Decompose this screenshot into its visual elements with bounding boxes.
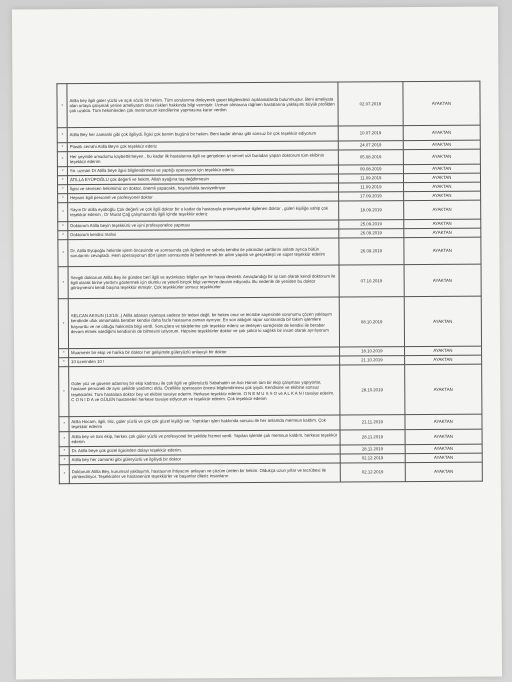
comment-date: 08.10.2019 bbox=[339, 297, 404, 347]
visit-type: AYAKTAN bbox=[405, 444, 482, 453]
visit-type: AYAKTAN bbox=[403, 125, 480, 140]
visit-type: AYAKTAN bbox=[404, 237, 481, 264]
table-row bbox=[59, 462, 482, 484]
comment-date: 11.09.2019 bbox=[338, 183, 403, 192]
comment-date: 21.10.2019 bbox=[340, 356, 405, 365]
row-marker: * bbox=[58, 203, 69, 222]
table-row bbox=[58, 296, 481, 349]
comment-text: Atilla Hocam, ilgili, titiz, güler yüzlü ve çok çok güzel kişiliği var. Yaptıkları işleri hakkında sonucu ile her anlamda memnun kaldım. Çok teşekkür ederim bbox=[69, 415, 340, 432]
visit-type: AYAKTAN bbox=[404, 264, 482, 296]
row-marker: * bbox=[57, 84, 68, 128]
row-marker: * bbox=[58, 299, 69, 349]
row-marker: * bbox=[57, 176, 67, 185]
comment-text: Sayın Dr atilla eyüboğlu Çok değerli ve çok ilgili doktor bir o kadar da hastasıyla prosesyonelce ilgilenen doktor , güleri kişiliğe sahip çok teşekkür ederim , Dr Murat Çağ çalışmasında ilgili içinde teşekkür ederiz bbox=[68, 201, 339, 222]
table-row bbox=[58, 264, 481, 299]
comment-date: 02.12.2019 bbox=[340, 463, 405, 482]
visit-type: AYAKTAN bbox=[403, 173, 480, 182]
comment-text: ATILLA EYÜPOĞLU çok değerli ve hekim, Allah ayağına taş değdirmesin bbox=[68, 174, 339, 185]
row-marker: * bbox=[59, 465, 70, 484]
feedback-table bbox=[56, 81, 482, 485]
row-marker: * bbox=[59, 349, 69, 358]
row-marker: * bbox=[57, 167, 67, 176]
comment-date: 09.08.2019 bbox=[338, 165, 403, 174]
visit-type: AYAKTAN bbox=[405, 414, 482, 429]
table-row bbox=[58, 237, 481, 267]
row-marker: * bbox=[58, 240, 69, 267]
comment-date: 05.08.2019 bbox=[338, 150, 403, 165]
visit-type: AYAKTAN bbox=[403, 81, 481, 125]
comment-date: 28.10.2019 bbox=[340, 365, 405, 415]
comment-date: 25.09.2019 bbox=[339, 220, 404, 229]
comment-text: Doktorum Atilla beyin teşekkürü ve işini profesyonelce yapması bbox=[68, 220, 339, 231]
visit-type: AYAKTAN bbox=[405, 462, 482, 481]
row-marker: * bbox=[59, 417, 70, 432]
scanned-document-page bbox=[12, 7, 502, 680]
comment-text: Sn. uzman Dr Atilla beye ilgisi bilgilendirmesi ve yaptığı operasyon için teşekkür ederiz. bbox=[68, 165, 339, 176]
row-marker: * bbox=[57, 152, 68, 167]
visit-type: AYAKTAN bbox=[404, 346, 481, 355]
row-marker: * bbox=[59, 456, 69, 465]
comment-date: 18.10.2019 bbox=[339, 347, 404, 356]
visit-type: AYAKTAN bbox=[403, 191, 480, 200]
comment-date: 07.10.2019 bbox=[339, 265, 404, 297]
comment-text: Dr. Atilla beye çok güzel ilgisinden dolayı teşekkür ederim. bbox=[70, 445, 341, 456]
visit-type: AYAKTAN bbox=[403, 149, 480, 164]
comment-date: 18.09.2019 bbox=[339, 201, 404, 220]
visit-type: AYAKTAN bbox=[405, 429, 482, 444]
comment-text: Muammer bir ekip ve harika bir doktor her gelişimde güleryüzlü anlayışlı bir doktor bbox=[69, 347, 340, 358]
visit-type: AYAKTAN bbox=[403, 219, 480, 228]
row-marker: * bbox=[59, 447, 69, 456]
row-marker: * bbox=[58, 267, 69, 299]
comment-text: Sevgili doktorum Atilla Bey ile günden beri ilgili ve aydınlatıcı bilgiler ayrı bir hasta destekli. Amaçlandığı bir işi tam olarak kendi doktorum ile ilgili olarak birine yardımı göstermek için olumlu ve yeterli birçok bilgi vermeye devam ediyordu. Bu nedenle de yeniden bu doktor görüşmesini kendi başına teşekkür etmiştir. Çok teşekkürler sonsuz teşekkürler bbox=[68, 265, 339, 299]
row-marker: * bbox=[59, 358, 69, 367]
row-marker: * bbox=[59, 367, 70, 417]
table-row bbox=[57, 81, 480, 128]
comment-date: 24.07.2019 bbox=[338, 141, 403, 150]
comment-date: 26.09.2019 bbox=[339, 229, 404, 238]
comment-date: 17.09.2019 bbox=[339, 192, 404, 201]
comment-text: Her şeyinde umudumu kaybettirmeyen , bu kadar ilk hastalarına ilgili ve gerçekten iyi servet sizi buradan yapan doktorum tüm ekibinin teşekkür ederim bbox=[68, 150, 339, 167]
comment-date: 02.12.2019 bbox=[340, 454, 405, 463]
table-row bbox=[58, 200, 481, 222]
row-marker: * bbox=[57, 143, 67, 152]
row-marker: * bbox=[58, 222, 68, 231]
comment-text: İlgisi ve sevecen hekimimiz on doktor, önemli yapacaktı, hoşnutlukla tavsiyediriyor bbox=[68, 183, 339, 194]
row-marker: * bbox=[59, 432, 70, 447]
comment-date: 10.07.2019 bbox=[338, 126, 403, 141]
table-row bbox=[59, 364, 482, 417]
visit-type: AYAKTAN bbox=[403, 182, 480, 191]
comment-text: Atilla bey ilgili güler yüzlü ve açık sözlü bir hekim. Tüm sorularıma dinleyerek gayet bilgilendirici açıklamalarda bulunmuştur. Beni ameliyata alan ortaya çalışmak yerine ameliyatım olası riskleri hakkında bilgi vermiştir. Uzman olmasına rağmen hastalarına yaklaşımı büyük profilden çok uzakta. Tüm hekimlerden çok memnunum kendilerine yapmasına karar verdim bbox=[67, 82, 338, 128]
comment-date: 28.11.2019 bbox=[340, 430, 405, 445]
row-marker: * bbox=[58, 185, 68, 194]
comment-text: 10 üzerinden 10 ! bbox=[69, 356, 340, 367]
visit-type: AYAKTAN bbox=[403, 164, 480, 173]
comment-text: SELCAN AKSUN (13/10/..) Atilla adanan oyanaya sadece bir tedavi değil, bir hekim onur ve tecrübe sayesinde sorunumu çözen yaklaşım kendinde ufuk olmamakla beraber kendisi daha fazla hastasına zaman ayırıyor. En son aldığım rapor sonrasında bir takım işlemlere başvurdu ve ne olduğu hakkında bilgi verdi. Sonuçlara ve takiplerine çok teşekkür ederiz ve ilerleyen süreçlerde de kendisi ile beraber devam etmek istediğimi kendisinin de bilmesini istiyorum. Hepsine teşekkürler doktor ve çok şükür ki sağlıklı bir insan olarak ayrılıyorum bbox=[69, 297, 340, 349]
comment-text: Atilla Bey her zamanki gibi çok ilgiliydi. İlgisi çok benim bugünü bir hekim. Beni kadar almaz gibi sonsuz bir çok teşekkür ediyorum bbox=[68, 126, 339, 143]
visit-type: AYAKTAN bbox=[404, 296, 482, 346]
visit-type: AYAKTAN bbox=[405, 453, 482, 462]
comment-text: Hepsini ilgili personel ve profesyonel doktor bbox=[68, 192, 339, 203]
row-marker: * bbox=[57, 128, 68, 143]
comment-date: 02.07.2019 bbox=[338, 82, 403, 126]
comment-date: 21.11.2019 bbox=[340, 415, 405, 430]
visit-type: AYAKTAN bbox=[403, 140, 480, 149]
visit-type: AYAKTAN bbox=[404, 355, 481, 364]
comment-text: Doktorum kendisi mahsi bbox=[68, 229, 339, 240]
comment-date: 11.09.2019 bbox=[338, 174, 403, 183]
row-marker: * bbox=[58, 231, 68, 240]
comment-text: Plastik cerrahi Atilla Bey'e çok teşekkür ederiz bbox=[68, 141, 339, 152]
comment-text: Atilla bey her zamanki gibi güleryüzlü ve ilgiliydi bir doktor bbox=[70, 454, 341, 465]
row-marker: * bbox=[58, 194, 68, 203]
comment-text: Doktorum Atilla Bey, kurumsal yaklaşımlı, hastasının ihtiyacını anlayan ve çözüm üreten bir hekim. Oldukça uzun yıllar ve tecrübesi ile yönlendiriyor. Teşekkürler ve hastanenize teşekkürler ve başarılar dileriz insanların bbox=[70, 463, 341, 484]
comment-text: Atilla bey ve tüm ekip, herkes çok güler yüzlü ve profesyonel bir şekilde hizmet verdi. Yapılan işlemle çok memnun kaldım, herkese teşekkür ederim bbox=[69, 430, 340, 447]
visit-type: AYAKTAN bbox=[403, 200, 480, 219]
comment-date: 26.09.2019 bbox=[339, 238, 404, 265]
comment-date: 28.11.2019 bbox=[340, 445, 405, 454]
comment-text: Dr. Atilla Eyüpoğlu hekimle işlem öncesinde ve sonrasında çok ilgilendi ve sabırla kendisi ile yakından şartlarını anlattı ayrıca bütün sorularımı cevapladı. Hem operasyonun dört işlem sonrasında iki belirlenerek bir adım yapıldı ve gerçekleşti ve süper teşekkür ederim bbox=[68, 238, 339, 267]
visit-type: AYAKTAN bbox=[403, 228, 480, 237]
comment-text: Güler yüz ve güvene adanmış bir ekip kadrosu ile çok ilgili ve güleryüzlü Sabahattin ve Aslı Hanım tam bir ekip çalışması yapıyorlar, hastane personeli de aynı şekilde yardımcı oldu. Özellikle operasyon öncesi bilgilendirmesi çok iyiydi. Kendisine ve ekibine sonsuz teşekkürler. Tüm hastalara doktor bey ve ekibini tavsiye ederim. Herkese teşekkür ederim. O N E M U S S O ve A L K A N I tavsiye ederim. C O N I D A ve GÜLEN hastaneleri herkese tavsiye ediyorum ve teşekkür ederim. Çok teşekkür ederim bbox=[69, 365, 340, 417]
visit-type: AYAKTAN bbox=[404, 364, 482, 414]
